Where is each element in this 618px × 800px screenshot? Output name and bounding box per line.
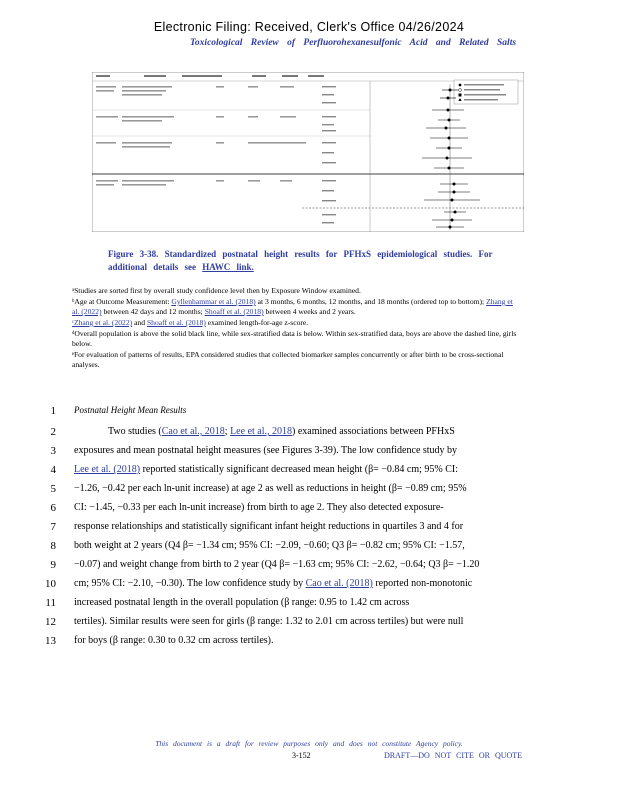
text-line: 3 exposures and mean postnatal height measures (see Figures 3-39). The low confidence study by — [50, 445, 458, 457]
note-3: ᶜZhang et al. (2022) and Shoaff et al. (2018) examined length-for-age z-score. — [72, 318, 309, 327]
section-heading: Postnatal Height Mean Results — [74, 405, 187, 415]
text-line: 7 response relationships and statistically significant infant height reductions in quartiles 3 and 4 for — [50, 521, 464, 533]
figure-notes — [72, 286, 522, 371]
text-line: 9 −0.07) and weight change from birth to 2 year (Q4 β= −1.63 cm; 95% CI: −2.62, −0.64; Q3 β= −1.20 — [50, 559, 480, 571]
forest-plot-figure — [92, 72, 524, 232]
caption-text: Figure 3-38. Standardized postnatal height results for PFHxS epidemiological studies. For additional details see — [108, 249, 493, 272]
text-line: 10 cm; 95% CI: −2.10, −0.30). The low confidence study by Cao et al. (2018) reported non-monotonic — [45, 578, 473, 590]
filing-header: Electronic Filing: Received, Clerk's Office 04/26/2024 — [153, 20, 465, 34]
cao-link[interactable]: Cao et al., 2018 — [161, 426, 225, 437]
note-2: ᵇAge at Outcome Measurement: Gyllenhammar et al. (2018) at 3 months, 6 months, 12 months, and 18 months (ordered top to bottom); Zhang et al. (2022) between 42 days and 12 months; Shoaff et al. (2018) between 4 weeks and 2 years. — [72, 297, 513, 316]
text-line: 4 Lee et al. (2018) reported statistically significant decreased mean height (β= −0.84 cm; 95% CI: — [50, 464, 459, 476]
draft-notice: DRAFT—DO NOT CITE OR QUOTE — [384, 751, 523, 760]
gyllenhammar-link[interactable]: Gyllenhammar et al. (2018) — [171, 297, 256, 306]
text-line: 1 Postnatal Height Mean Results — [0, 405, 618, 425]
page-number: 3-152 — [292, 751, 311, 760]
cao-link-2[interactable]: Cao et al. (2018) — [305, 578, 373, 589]
shoaff-link[interactable]: Shoaff et al. (2018) — [204, 307, 264, 316]
text-line: 13 for boys (β range: 0.30 to 0.32 cm across tertiles). — [45, 635, 274, 647]
lee-link-2[interactable]: Lee et al. (2018) — [74, 464, 141, 475]
shoaff-link-2[interactable]: Shoaff et al. (2018) — [146, 318, 206, 327]
zhang-link-2[interactable]: ᶜZhang et al. (2022) — [72, 318, 133, 327]
text-line: 2 Two studies (Cao et al., 2018; Lee et al., 2018) examined associations between PFHxS — [50, 426, 455, 438]
lee-link[interactable]: Lee et al., 2018 — [230, 426, 292, 437]
note-4: ᵈOverall population is above the solid black line, while sex-stratified data is below. Within sex-stratified data, boys are above the dashed line, girls below. — [72, 329, 517, 348]
draft-disclaimer: This document is a draft for review purposes only and does not constitute Agency policy. — [155, 739, 463, 748]
zhang-link[interactable]: Zhang et al. (2022) — [72, 297, 513, 316]
document-subtitle: Toxicological Review of Perfluorohexanesulfonic Acid and Related Salts — [190, 38, 517, 48]
text-line: 11 increased postnatal length in the overall population (β range: 0.95 to 1.42 cm across — [45, 597, 410, 609]
text-line: 8 both weight at 2 years (Q4 β= −1.34 cm; 95% CI: −2.09, −0.60; Q3 β= −0.82 cm; 95% CI: −1.57, — [50, 540, 465, 552]
text-line: 5 −1.26, −0.42 per each ln-unit increase) at age 2 as well as reductions in height (β= −0.89 cm; 95% — [50, 483, 467, 495]
text-line: 12 tertiles). Similar results were seen for girls (β range: 1.32 to 2.01 cm across tertiles) but were null — [45, 616, 464, 628]
figure-caption — [108, 248, 508, 274]
hawc-link[interactable]: HAWC link. — [202, 262, 254, 272]
text-line: 6 CI: −1.45, −0.33 per each ln-unit increase) from birth to age 2. They also detected exposure- — [50, 502, 444, 514]
note-1: ᵃStudies are sorted first by overall study confidence level then by Exposure Window examined. — [72, 286, 361, 295]
note-5: ᵉFor evaluation of patterns of results, EPA considered studies that collected biomarker samples concurrently or after birth to be cross-sectional analyses. — [72, 350, 504, 369]
